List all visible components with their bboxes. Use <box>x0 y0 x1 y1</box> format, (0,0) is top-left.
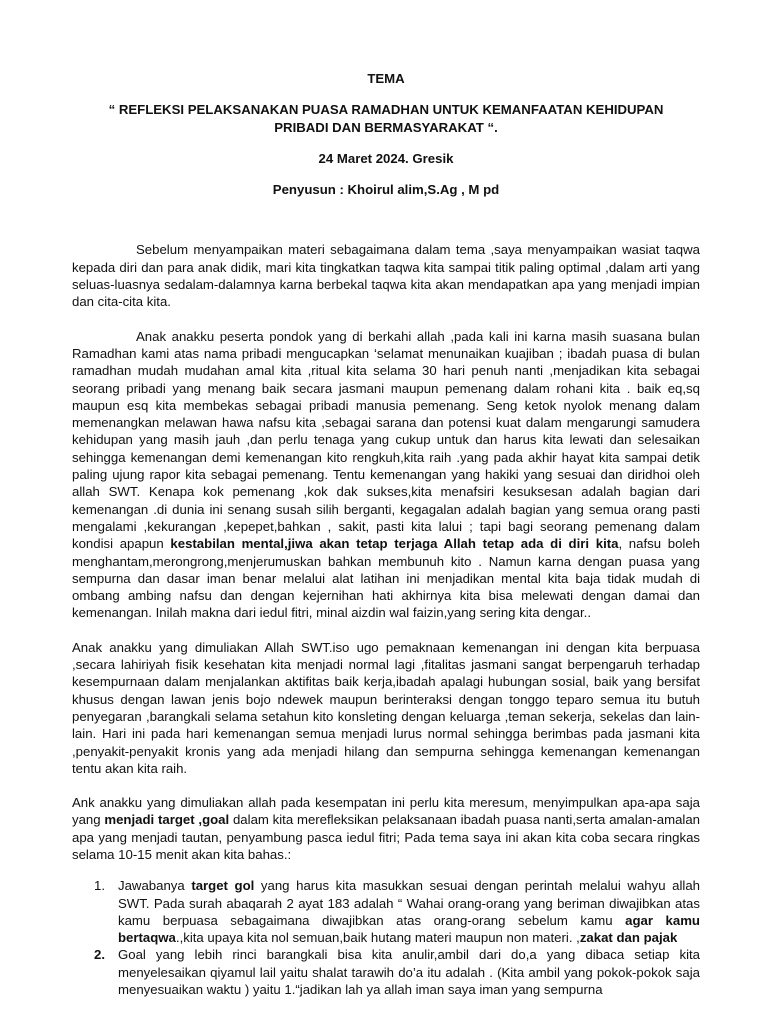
paragraph-target-text-a: Ank anakku yang dimuliakan allah pada kesempatan ini perlu kita meresum, menyimpulkan apa-apa saja yang <box>72 795 700 828</box>
numbered-list <box>72 877 700 998</box>
list-item-1-text <box>118 877 700 946</box>
paragraph-target-emphasis: menjadi target ,goal <box>104 812 230 828</box>
paragraph-intro: Sebelum menyampaikan materi sebagaimana dalam tema ,saya menyampaikan wasiat taqwa kepada diri dan para anak didik, mari kita tingkatkan taqwa kita sampai titik paling optimal ,dalam arti yang seluas-luasnya sedalam-dalamnya karna berbekal taqwa kita akan mendapatkan apa yang menjadi impian dan cita-cita kita. <box>72 242 700 310</box>
date-location: 24 Maret 2024. Gresik <box>318 150 454 166</box>
paragraph-ramadhan-emphasis: kestabilan mental,jiwa akan tetap terjaga Allah tetap ada di diri kita <box>170 536 619 552</box>
paragraph-ramadhan <box>72 328 700 622</box>
theme-label: TEMA <box>367 71 405 86</box>
list-item-2-text: Goal yang lebih rinci barangkali bisa kita anulir,ambil dari do,a yang dibaca setiap kita menyelesaikan qiyamul lail yaitu shalat tarawih do’a itu adalah . (Kita ambil yang pokok-pokok saja menyesuaikan waktu ) yaitu 1.“jadikan lah ya allah iman saya iman yang sempurna <box>118 947 700 998</box>
title-line-2: PRIBADI DAN BERMASYARAKAT “. <box>274 119 498 135</box>
document-title <box>72 101 700 136</box>
list-item-1-text-a: Jawabanya <box>118 878 192 894</box>
list-item-2-number: 2. <box>94 947 105 963</box>
list-item-1-text-b: yang harus kita masukkan sesuai dengan perintah melalui wahyu allah SWT. Pada surah abaqarah 2 ayat 183 adalah “ Wahai orang-orang yang beriman diwajibkan atas kamu berpuasa sebagaimana diwajibkan atas orang-orang sebelum kamu <box>118 878 700 928</box>
list-item-1-emphasis-c: zakat dan pajak <box>579 930 678 946</box>
paragraph-health: Anak anakku yang dimuliakan Allah SWT.iso ugo pemaknaan kemenangan ini dengan kita berpuasa ,secara lahiriyah fisik kesehatan kita menjadi normal lagi ,fitalitas jasmani sangat berpengaruh terhadap kesempurnaan dalam menjalankan aktifitas baik kerja,ibadah apalagi hubungan sosial, baik yang bersifat khusus dengan lawan jenis bojo ndewek maupun berinteraksi dengan tonggo teparo semua itu butuh penyegaran ,barangkali selama setahun kito konsleting dengan keluarga ,teman sekerja, sekelas dan lain-lain. Hari ini pada hari kemenangan semua menjadi lurus normal sehingga berimbas pada jasmani kita ,penyakit-penyakit kronis yang ada menjadi hilang dan sempurna sehingga kemenangan kemenangan tentu akan kita raih. <box>72 639 700 776</box>
list-item-1-emphasis-b: agar kamu bertaqwa <box>118 912 700 946</box>
paragraph-ramadhan-text-a: Anak anakku peserta pondok yang di berkahi allah ,pada kali ini karna masih suasana bulan Ramadhan kami atas nama pribadi mengucapkan ‘selamat menunaikan kuajiban ; ibadah puasa di bulan ramadhan mudah mudahan amal kita ,ritual kita selama 30 hari penuh nanti ,menjadikan kita sebagai seorang pribadi yang menang baik secara jasmani maupun pemenang dalam rohani kita . baik eq,sq maupun esq kita membekas sebagai pribadi manusia pemenang. Seng ketok nyolok menang dalam memenangkan melawan hawa nafsu kita ,sebagai sarana dan potensi kuat dalam mengarungi samudera kehidupan yang masih jauh ,dan perlu tenaga yang cukup untuk dan harus kita lewati dan selesaikan sehingga kemenangan demi kemenangan kito rengkuh,kita raih .yang pada akhir hayat kita sampai detik paling ujung rapor kita sebagai pemenang. Tentu kemenangan yang hakiki yang sesuai dan diridhoi oleh allah SWT. Kenapa kok pemenang ,kok dak sukses,kita menafsiri kesuksesan adalah bagian dari kemenangan .di dunia ini senang susah silih berganti, kegagalan adalah bagian yang semua orang pasti mengalami ,kekurangan ,kepepet,bahkan , sakit, pasti kita lalui ; tapi bagi seorang pemenang dalam kondisi apapun <box>72 328 700 552</box>
title-line-1: “ REFLEKSI PELAKSANAKAN PUASA RAMADHAN UNTUK KEMANFAATAN KEHIDUPAN <box>108 102 664 118</box>
paragraph-target-text-b: dalam kita merefleksikan pelaksanaan ibadah puasa nanti,serta amalan-amalan apa yang menjadi tautan, penyambung pasca iedul fitri; Pada tema saya ini akan kita coba secara ringkas selama 10-15 menit akan kita bahas.: <box>72 812 700 862</box>
author-line: Penyusun : Khoirul alim,S.Ag , M pd <box>272 182 500 198</box>
paragraph-target <box>72 794 700 863</box>
list-item-1 <box>72 877 700 946</box>
paragraph-ramadhan-text-b: , nafsu boleh menghantam,merongrong,menjerumuskan bahkan membunuh kito . Namun karna dengan puasa yang sempurna dan dasar iman benar melalui alat latihan ini menjadikan mental kita baja tidak mudah di ombang ambing nafsu dan dengan kejernihan hati akhirnya kita bisa melewati dengan damai dan kemenangan. Inilah makna dari iedul fitri, minal aizdin wal faizin,yang sering kita dengar.. <box>72 536 701 621</box>
document-page <box>72 70 700 998</box>
list-item-1-emphasis-a: target gol <box>191 878 255 894</box>
list-item-1-text-c: .,kita upaya kita nol semuan,baik hutang materi maupun non materi. , <box>175 930 580 946</box>
list-item-2 <box>72 946 700 998</box>
list-item-1-number: 1. <box>94 878 105 894</box>
